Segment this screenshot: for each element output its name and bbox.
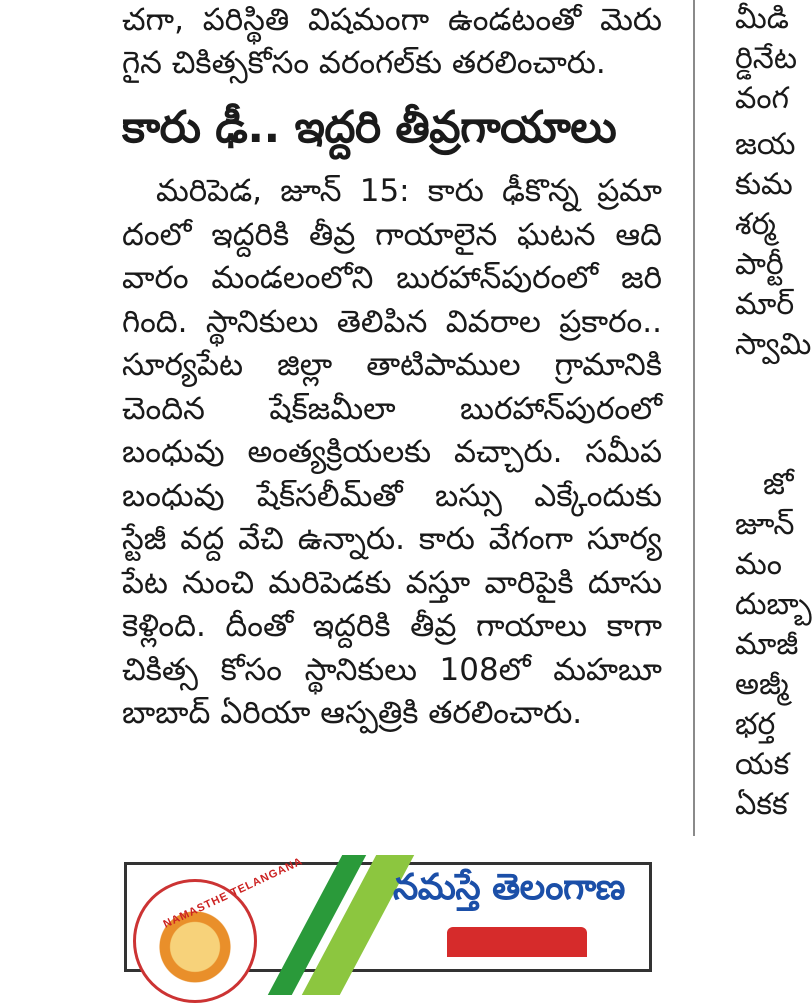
article-column [122,0,662,736]
text-fragment: జూన్ [735,507,795,542]
article-headline: కారు ఢీ.. ఇద్దరి తీవ్రగాయాలు [122,102,617,153]
text-line: బాబాద్ ఏరియా ఆస్పత్రికి తరలించారు. [122,695,583,731]
text-line: స్టేజీ వద్ద వేచి ఉన్నారు. కారు వేగంగా సూర్య [122,521,662,557]
text-line: సూర్యపేట జిల్లా తాటిపాముల గ్రామానికి [122,347,662,383]
text-line: బంధువు అంత్యక్రియలకు వచ్చారు. సమీప [122,434,662,470]
text-fragment: అజ్మీ [735,667,789,702]
seal-text: NAMASTHE TELANGANA [161,855,305,931]
text-fragment: మీడి [735,1,789,36]
text-fragment: జయ [735,127,796,162]
text-line: చగా, పరిస్థితి విషమంగా ఉండటంతో మెరు [122,2,662,38]
text-fragment: మాజీ [735,627,799,662]
adjacent-column-fragment [735,0,812,826]
red-banner [447,927,587,957]
text-fragment: ఏకక [735,787,788,822]
text-fragment: ర్డినేట [735,41,798,76]
previous-story-tail [122,0,662,86]
newspaper-advertisement [124,855,652,972]
text-fragment: పార్టీ [735,247,784,282]
text-fragment: మార్ [735,287,795,322]
text-fragment: స్వామి [735,327,812,362]
text-fragment: దుబ్బా [735,587,812,622]
seal-logo-icon [133,879,257,1003]
text-line: దంలో ఇద్దరికి తీవ్ర గాయాలైన ఘటన ఆది [122,216,662,253]
text-line: మరిపెడ, జూన్ 15: కారు ఢీకొన్న ప్రమా [156,173,662,209]
text-line: వారం మండలంలోని బురహాన్‌పురంలో జరి [122,260,662,296]
text-fragment: వంగ [735,81,790,116]
text-fragment: యక [735,747,790,782]
article-body [122,170,662,736]
text-fragment: కుమ [735,167,793,202]
masthead-title: నమస్తే తెలంగాణ [393,867,625,908]
text-line: గైన చికిత్సకోసం వరంగల్‌కు తరలించారు. [122,45,606,81]
text-line: బంధువు షేక్‌సలీమ్‌తో బస్సు ఎక్కేందుకు [122,477,662,514]
text-line: గింది. స్థానికులు తెలిపిన వివరాల ప్రకారం.. [122,303,662,340]
column-divider [693,0,695,836]
text-line: పేట నుంచి మరిపెడకు వస్తూ వారిపైకి దూసు [122,564,662,601]
text-line: కెళ్లింది. దీంతో ఇద్దరికి తీవ్ర గాయాలు కాగా [122,608,662,644]
text-fragment: భర్త [735,707,776,742]
text-fragment: జో [763,467,794,502]
text-line: చికిత్స కోసం స్థానికులు 108లో మహబూ [122,651,662,688]
text-fragment: మం [735,547,782,582]
text-fragment: శర్మ [735,207,776,242]
text-line: చెందిన షేక్‌జమీలా బురహాన్‌పురంలో [122,390,662,427]
